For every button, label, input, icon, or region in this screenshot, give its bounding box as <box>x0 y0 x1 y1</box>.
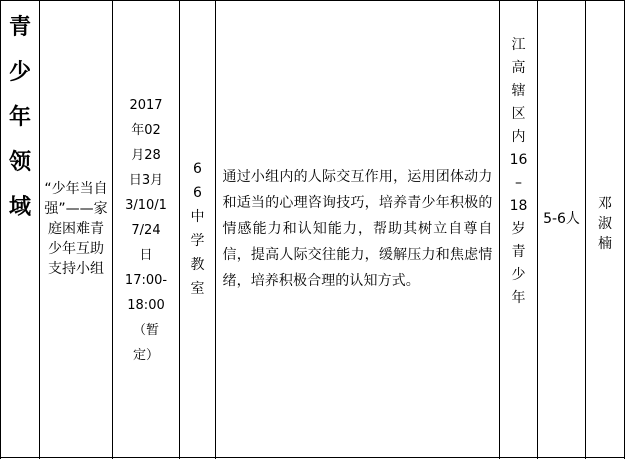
target-char: 18 <box>509 198 528 214</box>
target-char: 青 <box>511 244 526 260</box>
vertical-char: 领 <box>8 149 31 175</box>
leader-name: 邓淑楠 <box>598 195 612 252</box>
vertical-char: 教 <box>190 256 205 273</box>
activity-time <box>117 93 175 368</box>
goal-cell <box>216 0 499 457</box>
time-line: 定） <box>132 348 159 363</box>
participant-count: 5-6人 <box>543 210 580 227</box>
time-line: 日 <box>139 248 153 263</box>
time-line: （暂 <box>132 323 159 338</box>
target-char: 区 <box>511 106 526 122</box>
target-char: 年 <box>511 290 526 306</box>
count-cell <box>538 0 585 457</box>
target-char: 江 <box>511 37 526 53</box>
time-line: 日3月 <box>128 173 164 188</box>
target-char: 内 <box>511 129 526 145</box>
target-char: 岁 <box>511 221 526 237</box>
vertical-char: 室 <box>190 280 205 297</box>
time-line: 7/24 <box>131 223 161 238</box>
leader-cell <box>586 0 624 457</box>
venue-label <box>191 157 205 301</box>
time-line: 年02 <box>131 123 161 138</box>
project-name-cell <box>40 0 112 457</box>
vertical-char: 学 <box>190 232 205 249</box>
target-char: 16 <box>509 152 528 168</box>
project-name: “少年当自强”——家庭困难青少年互助支持小组 <box>44 180 108 277</box>
time-cell <box>113 0 179 457</box>
target-char: 高 <box>511 60 526 76</box>
venue-cell <box>180 0 215 457</box>
vertical-char: 中 <box>190 208 205 225</box>
domain-cell <box>1 0 39 240</box>
vertical-char: 域 <box>8 194 31 220</box>
target-cell <box>500 0 537 457</box>
time-line: 17:00- <box>124 273 168 288</box>
time-line: 2017 <box>129 98 163 113</box>
domain-label <box>9 5 31 230</box>
time-line: 月28 <box>131 148 161 163</box>
vertical-char: 6 <box>193 184 202 201</box>
vertical-char: 年 <box>8 104 31 130</box>
target-char: 少 <box>511 267 526 283</box>
goal-text: 通过小组内的人际交互作用，运用团体动力和适当的心理咨询技巧，培养青少年积极的情感能力和认知能力，帮助其树立自尊自信，提高人际交往能力，缓解压力和焦虑情绪，培养积极合理的认知方式。 <box>222 168 493 289</box>
table-bottom-border <box>0 457 625 458</box>
target-group <box>510 34 528 310</box>
vertical-char: 6 <box>193 160 202 177</box>
vertical-char: 青 <box>8 14 31 40</box>
time-line: 18:00 <box>127 298 165 313</box>
target-char: 辖 <box>511 83 526 99</box>
target-char: – <box>514 175 522 191</box>
time-line: 3/10/1 <box>125 198 167 213</box>
vertical-char: 少 <box>8 59 31 85</box>
